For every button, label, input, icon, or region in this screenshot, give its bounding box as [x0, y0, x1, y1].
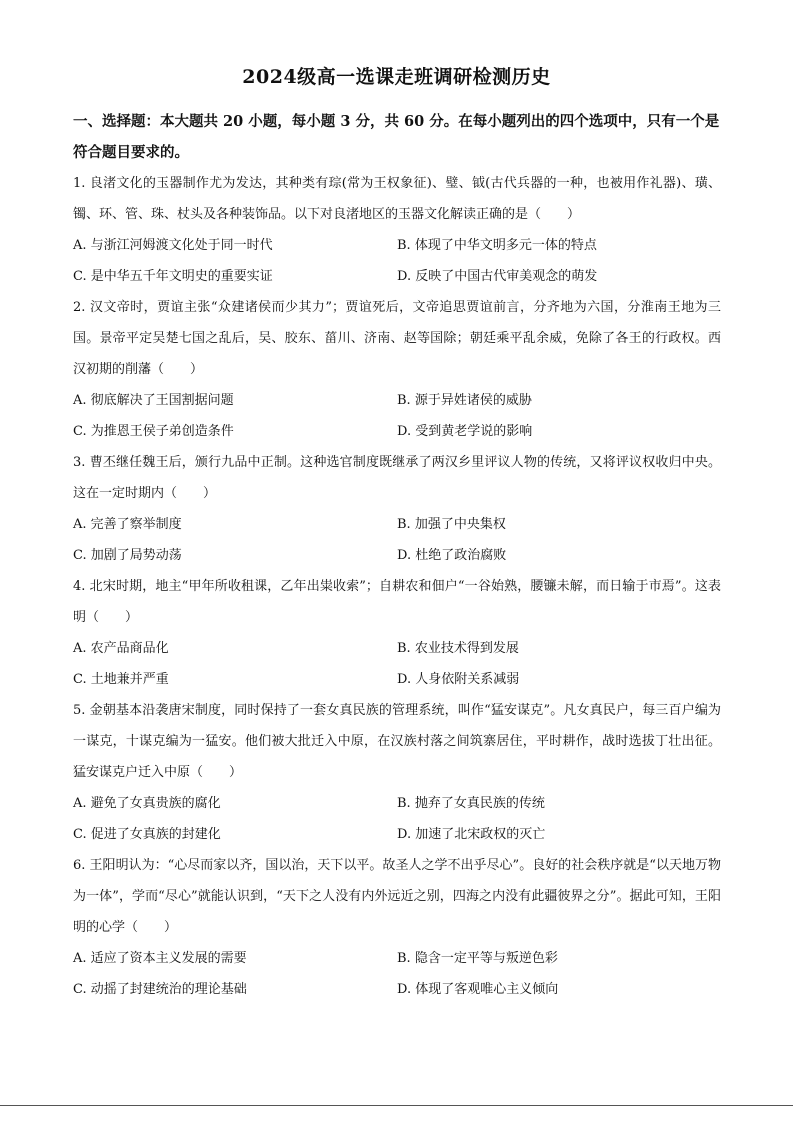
option-b: B. 加强了中央集权 — [397, 517, 506, 532]
footer-divider — [0, 1105, 793, 1106]
option-a: A. 彻底解决了王国割据问题 — [73, 393, 234, 408]
option-a: A. 完善了察举制度 — [73, 517, 182, 532]
question-1 — [73, 168, 721, 292]
question-4 — [73, 571, 721, 695]
question-3 — [73, 447, 721, 571]
option-c: C. 促进了女真族的封建化 — [73, 827, 221, 842]
option-b: B. 农业技术得到发展 — [397, 641, 519, 656]
question-6 — [73, 850, 721, 1005]
question-stem: 2. 汉文帝时，贾谊主张“众建诸侯而少其力”；贾谊死后，文帝追思贾谊前言，分齐地为六国，分淮南王地为三国。景帝平定吴楚七国之乱后，吴、胶东、菑川、济南、赵等国除；朝廷乘平乱余威，免除了各王的行政权。西汉初期的削藩（ ） — [73, 300, 721, 377]
option-c: C. 动摇了封建统治的理论基础 — [73, 982, 247, 997]
option-b: B. 体现了中华文明多元一体的特点 — [397, 238, 597, 253]
option-d: D. 体现了客观唯心主义倾向 — [397, 982, 559, 997]
option-d: D. 杜绝了政治腐败 — [397, 548, 507, 563]
question-stem: 5. 金朝基本沿袭唐宋制度，同时保持了一套女真民族的管理系统，叫作“猛安谋克”。凡女真民户，每三百户编为一谋克，十谋克编为一猛安。他们被大批迁入中原，在汉族村落之间筑寨居住，平时耕作，战时选拔丁壮出征。猛安谋克户迁入中原（ ） — [73, 703, 721, 780]
option-d: D. 人身依附关系减弱 — [397, 672, 520, 687]
question-stem: 6. 王阳明认为：“心尽而家以齐，国以治，天下以平。故圣人之学不出乎尽心”。良好的社会秩序就是“以天地万物为一体”，学而“尽心”就能认识到，“天下之人没有内外远近之别，四海之内没有此疆彼界之分”。据此可知，王阳明的心学（ ） — [73, 858, 721, 935]
option-grid — [73, 788, 721, 850]
option-a: A. 农产品商品化 — [73, 641, 169, 656]
option-b: B. 源于异姓诸侯的威胁 — [397, 393, 532, 408]
section-heading: 一、选择题：本大题共 20 小题，每小题 3 分，共 60 分。在每小题列出的四个选项中，只有一个是符合题目要求的。 — [73, 113, 720, 161]
page-title: 2024级高一选课走班调研检测历史 — [242, 66, 551, 88]
option-grid — [73, 633, 721, 695]
option-grid — [73, 509, 721, 571]
question-stem: 4. 北宋时期，地主“甲年所收租课，乙年出粜收索”；自耕农和佃户“一谷始熟，腰镰未解，而日输于市焉”。这表明（ ） — [73, 579, 721, 625]
option-grid — [73, 230, 721, 292]
question-stem: 3. 曹丕继任魏王后，颁行九品中正制。这种选官制度既继承了两汉乡里评议人物的传统，又将评议权收归中央。这在一定时期内（ ） — [73, 455, 721, 501]
option-grid — [73, 385, 721, 447]
option-c: C. 加剧了局势动荡 — [73, 548, 182, 563]
option-b: B. 隐含一定平等与叛逆色彩 — [397, 951, 558, 966]
option-a: A. 避免了女真贵族的腐化 — [73, 796, 221, 811]
option-c: C. 是中华五千年文明史的重要实证 — [73, 269, 273, 284]
question-5 — [73, 695, 721, 850]
option-d: D. 受到黄老学说的影响 — [397, 424, 533, 439]
option-b: B. 抛弃了女真民族的传统 — [397, 796, 545, 811]
option-a: A. 适应了资本主义发展的需要 — [73, 951, 247, 966]
option-c: C. 为推恩王侯子弟创造条件 — [73, 424, 234, 439]
question-stem: 1. 良渚文化的玉器制作尤为发达，其种类有琮(常为王权象征)、璧、钺(古代兵器的一种，也被用作礼器)、璜、镯、环、管、珠、杖头及各种装饰品。以下对良渚地区的玉器文化解读正确的是（ ） — [73, 176, 721, 222]
option-a: A. 与浙江河姆渡文化处于同一时代 — [73, 238, 273, 253]
option-d: D. 加速了北宋政权的灭亡 — [397, 827, 546, 842]
question-2 — [73, 292, 721, 447]
option-d: D. 反映了中国古代审美观念的萌发 — [397, 269, 598, 284]
option-c: C. 土地兼并严重 — [73, 672, 169, 687]
option-grid — [73, 943, 721, 1005]
question-list — [73, 168, 721, 1005]
